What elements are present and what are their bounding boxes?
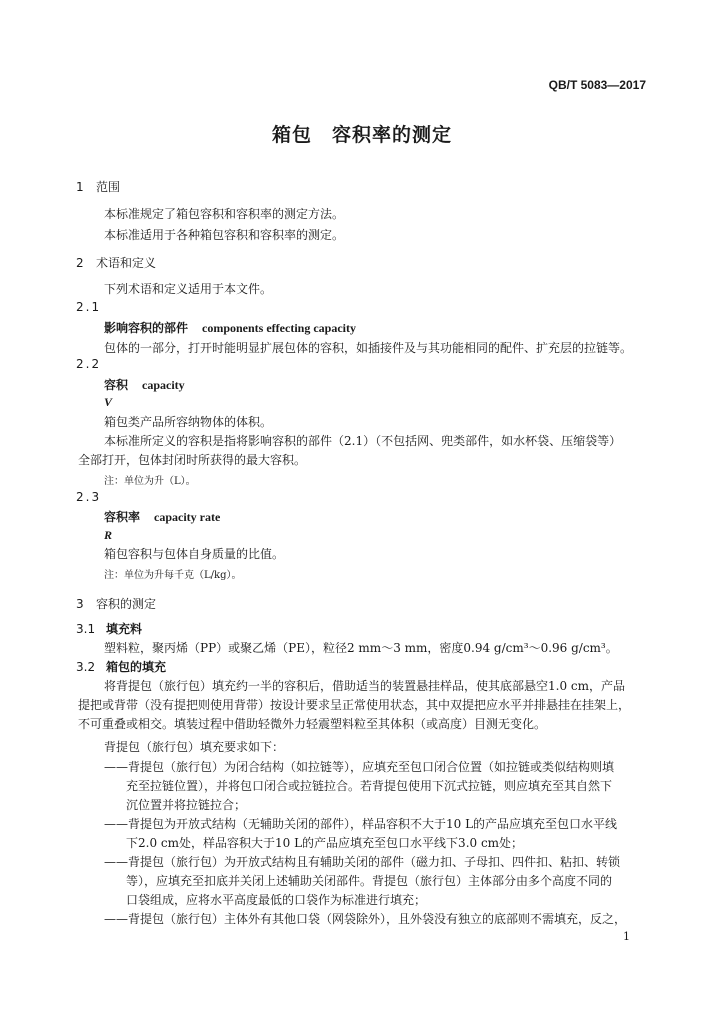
bullet-2-line-2: 下2.0 cm处，样品容积大于10 L的产品应填充至包口水平线下3.0 cm处；: [126, 836, 524, 850]
bullet-1-line-2: 充至拉链位置），并将包口闭合或拉链拉合。若背提包使用下沉式拉链，则应填充至其自然下: [126, 779, 613, 793]
section-1-heading: [76, 178, 120, 195]
subsection-3-2-paragraph-line-2: 提把或背带（没有提把则使用背带）按设计要求呈正常使用状态，其中双提把应水平并排悬挂在挂架上，: [78, 698, 631, 712]
term-2-3-en: capacity rate: [154, 510, 221, 524]
section-1-number: 1: [76, 180, 84, 194]
section-3-heading: [76, 595, 156, 612]
subsection-3-2-title: 箱包的填充: [106, 660, 167, 674]
term-2-3-symbol: R: [104, 528, 113, 542]
subsection-3-1-heading: [76, 620, 142, 637]
bullet-1-line-1: ——背提包（旅行包）为闭合结构（如拉链等），应填充至包口闭合位置（如拉链或类似结构则填: [104, 760, 615, 774]
term-2-3-note: 注：单位为升每千克（L/kg）。: [104, 570, 242, 581]
subsection-3-2-number: 3.2: [76, 660, 96, 674]
term-2-2-zh: 容积: [104, 378, 129, 392]
term-2-2-note: 注：单位为升（L）。: [104, 476, 196, 487]
bullet-1-line-3: 沉位置并将拉链拉合；: [126, 798, 247, 812]
term-2-3-definition: 箱包容积与包体自身质量的比值。: [104, 547, 285, 561]
section-3-number: 3: [76, 597, 84, 611]
term-2-2-symbol: V: [104, 395, 113, 409]
standard-number: QB/T 5083—2017: [548, 78, 646, 92]
document-title: 箱包 容积率的测定: [271, 124, 452, 146]
section-1-paragraph-2: 本标准适用于各种箱包容积和容积率的测定。: [104, 228, 345, 242]
bullet-3-line-3: 口袋组成，应将水平高度最低的口袋作为标准进行填充；: [126, 893, 427, 907]
bullet-3-line-1: ——背提包（旅行包）为开放式结构且有辅助关闭的部件（磁力扣、子母扣、四件扣、粘扣、转锁: [104, 855, 621, 869]
section-1-paragraph-1: 本标准规定了箱包容积和容积率的测定方法。: [104, 207, 345, 221]
subsection-3-2-paragraph-line-3: 不可重叠或相交。填装过程中借助轻微外力轻震塑料粒至其体积（或高度）目测无变化。: [78, 717, 547, 731]
term-2-3: [104, 508, 220, 525]
section-2-title: 术语和定义: [96, 256, 157, 270]
subsection-3-1-number: 3.1: [76, 622, 96, 636]
term-2-1-zh: 影响容积的部件: [104, 321, 189, 335]
bullet-4-line-1: ——背提包（旅行包）主体外有其他口袋（网袋除外），且外袋没有独立的底部则不需填充，反之，: [104, 912, 627, 926]
page-number: 1: [623, 930, 630, 943]
term-2-2-number: 2.2: [76, 357, 102, 371]
term-2-1-definition: 包体的一部分，打开时能明显扩展包体的容积，如插接件及与其功能相同的配件、扩充层的拉链等。: [104, 341, 633, 355]
term-2-3-number: 2.3: [76, 490, 102, 504]
subsection-3-2-heading: [76, 658, 166, 675]
bullet-2-line-1: ——背提包为开放式结构（无辅助关闭的部件），样品容积不大于10 L的产品应填充至包口水平线: [104, 817, 618, 831]
section-2-intro: 下列术语和定义适用于本文件。: [104, 282, 273, 296]
section-2-number: 2: [76, 256, 84, 270]
term-2-2-definition: 箱包类产品所容纳物体的体积。: [104, 415, 273, 429]
section-1-title: 范围: [96, 180, 121, 194]
term-2-3-zh: 容积率: [104, 510, 141, 524]
term-2-2: [104, 376, 185, 393]
term-2-2-paragraph-line-1: 本标准所定义的容积是指将影响容积的部件（2.1）（不包括网、兜类部件，如水杯袋、压缩袋等）: [104, 434, 622, 448]
bullet-3-line-2: 等），应填充至扣底并关闭上述辅助关闭部件。背提包（旅行包）主体部分由多个高度不同的: [126, 874, 613, 888]
section-2-heading: [76, 254, 156, 271]
term-2-2-en: capacity: [142, 378, 185, 392]
section-3-title: 容积的测定: [96, 597, 157, 611]
subsection-3-2-requirements-intro: 背提包（旅行包）填充要求如下：: [104, 740, 285, 754]
term-2-1: [104, 319, 356, 336]
subsection-3-2-paragraph-line-1: 将背提包（旅行包）填充约一半的容积后，借助适当的装置悬挂样品，使其底部悬空1.0 cm，产品: [104, 679, 626, 693]
term-2-1-en: components effecting capacity: [202, 321, 356, 335]
subsection-3-1-text: 塑料粒，聚丙烯（PP）或聚乙烯（PE），粒径2 mm～3 mm，密度0.94 g/cm³～0.96 g/cm³。: [104, 641, 618, 655]
subsection-3-1-title: 填充料: [106, 622, 143, 636]
term-2-2-paragraph-line-2: 全部打开，包体封闭时所获得的最大容积。: [78, 453, 307, 467]
term-2-1-number: 2.1: [76, 300, 102, 314]
